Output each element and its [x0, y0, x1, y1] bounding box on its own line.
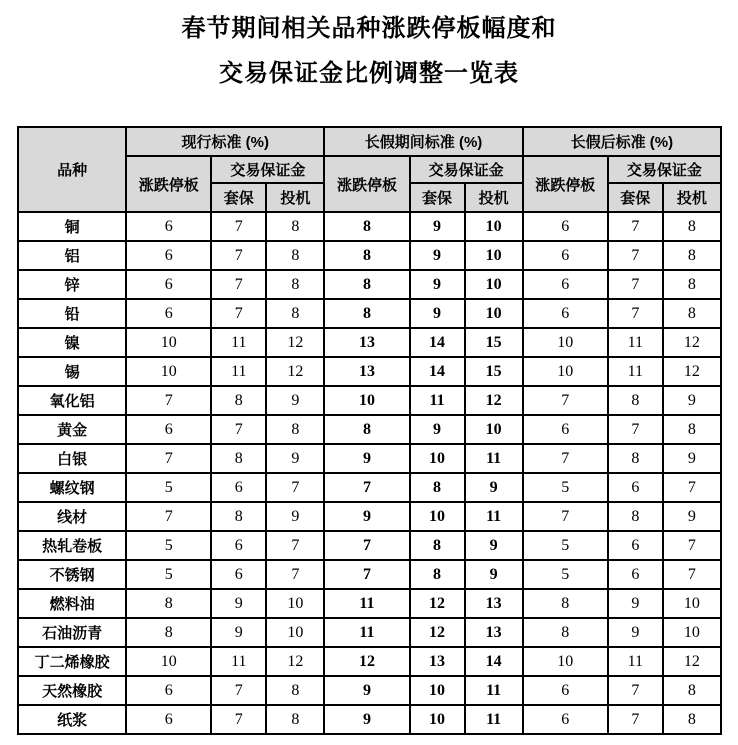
col-header-holiday-standard: 长假期间标准 (%) — [324, 127, 522, 156]
value-cell: 8 — [266, 676, 324, 705]
value-cell: 12 — [266, 328, 324, 357]
value-cell: 10 — [465, 212, 523, 241]
table-row — [18, 299, 721, 328]
value-cell: 9 — [663, 386, 721, 415]
value-cell: 8 — [324, 212, 409, 241]
table-row — [18, 676, 721, 705]
product-cell: 黄金 — [18, 415, 126, 444]
value-cell: 8 — [266, 299, 324, 328]
value-cell: 7 — [324, 473, 409, 502]
value-cell: 8 — [523, 589, 608, 618]
title-line-1: 春节期间相关品种涨跌停板幅度和 — [181, 15, 557, 42]
value-cell: 12 — [663, 328, 721, 357]
value-cell: 11 — [608, 647, 663, 676]
value-cell: 12 — [266, 647, 324, 676]
value-cell: 10 — [410, 676, 465, 705]
value-cell: 7 — [211, 212, 266, 241]
value-cell: 7 — [608, 299, 663, 328]
col-header-margin: 交易保证金 — [410, 156, 523, 183]
table-row — [18, 618, 721, 647]
value-cell: 8 — [663, 299, 721, 328]
col-header-after-standard: 长假后标准 (%) — [523, 127, 721, 156]
value-cell: 12 — [410, 589, 465, 618]
col-header-spec: 投机 — [266, 183, 324, 212]
value-cell: 14 — [465, 647, 523, 676]
value-cell: 8 — [608, 386, 663, 415]
value-cell: 6 — [126, 299, 211, 328]
product-cell: 锌 — [18, 270, 126, 299]
value-cell: 8 — [211, 444, 266, 473]
value-cell: 9 — [410, 415, 465, 444]
value-cell: 8 — [266, 241, 324, 270]
value-cell: 8 — [266, 270, 324, 299]
value-cell: 13 — [324, 357, 409, 386]
value-cell: 8 — [126, 589, 211, 618]
value-cell: 8 — [324, 415, 409, 444]
value-cell: 13 — [465, 618, 523, 647]
value-cell: 11 — [211, 328, 266, 357]
table-row — [18, 589, 721, 618]
value-cell: 13 — [410, 647, 465, 676]
value-cell: 8 — [266, 415, 324, 444]
value-cell: 9 — [324, 705, 409, 734]
value-cell: 6 — [211, 473, 266, 502]
value-cell: 11 — [465, 502, 523, 531]
value-cell: 5 — [523, 560, 608, 589]
value-cell: 6 — [126, 241, 211, 270]
value-cell: 7 — [266, 473, 324, 502]
value-cell: 5 — [126, 473, 211, 502]
value-cell: 11 — [608, 357, 663, 386]
value-cell: 8 — [663, 212, 721, 241]
value-cell: 6 — [523, 705, 608, 734]
value-cell: 9 — [211, 618, 266, 647]
product-cell: 纸浆 — [18, 705, 126, 734]
table-row — [18, 473, 721, 502]
col-header-margin: 交易保证金 — [211, 156, 324, 183]
product-cell: 燃料油 — [18, 589, 126, 618]
value-cell: 8 — [324, 241, 409, 270]
value-cell: 11 — [465, 444, 523, 473]
table-row — [18, 212, 721, 241]
value-cell: 11 — [324, 589, 409, 618]
value-cell: 6 — [211, 560, 266, 589]
col-header-product: 品种 — [18, 127, 126, 212]
value-cell: 7 — [211, 676, 266, 705]
value-cell: 10 — [465, 270, 523, 299]
value-cell: 10 — [465, 299, 523, 328]
value-cell: 7 — [608, 676, 663, 705]
value-cell: 5 — [126, 531, 211, 560]
value-cell: 8 — [663, 705, 721, 734]
value-cell: 9 — [211, 589, 266, 618]
table-row — [18, 415, 721, 444]
col-header-hedge: 套保 — [410, 183, 465, 212]
table-row — [18, 328, 721, 357]
value-cell: 8 — [608, 502, 663, 531]
value-cell: 11 — [410, 386, 465, 415]
value-cell: 8 — [266, 212, 324, 241]
value-cell: 15 — [465, 357, 523, 386]
value-cell: 10 — [465, 415, 523, 444]
value-cell: 14 — [410, 328, 465, 357]
value-cell: 11 — [324, 618, 409, 647]
product-cell: 铜 — [18, 212, 126, 241]
value-cell: 7 — [663, 560, 721, 589]
product-cell: 铅 — [18, 299, 126, 328]
col-header-hedge: 套保 — [608, 183, 663, 212]
value-cell: 7 — [608, 212, 663, 241]
product-cell: 丁二烯橡胶 — [18, 647, 126, 676]
product-cell: 石油沥青 — [18, 618, 126, 647]
value-cell: 12 — [266, 357, 324, 386]
value-cell: 9 — [465, 473, 523, 502]
table-row — [18, 647, 721, 676]
value-cell: 8 — [410, 560, 465, 589]
value-cell: 6 — [523, 415, 608, 444]
value-cell: 7 — [608, 241, 663, 270]
value-cell: 7 — [523, 386, 608, 415]
value-cell: 10 — [126, 647, 211, 676]
value-cell: 13 — [324, 328, 409, 357]
value-cell: 5 — [523, 531, 608, 560]
value-cell: 9 — [410, 270, 465, 299]
value-cell: 15 — [465, 328, 523, 357]
product-cell: 白银 — [18, 444, 126, 473]
value-cell: 7 — [663, 531, 721, 560]
value-cell: 9 — [324, 502, 409, 531]
table-row — [18, 444, 721, 473]
value-cell: 7 — [126, 502, 211, 531]
value-cell: 9 — [410, 212, 465, 241]
value-cell: 8 — [410, 531, 465, 560]
value-cell: 7 — [211, 270, 266, 299]
value-cell: 7 — [211, 415, 266, 444]
table-body — [18, 212, 721, 734]
product-cell: 不锈钢 — [18, 560, 126, 589]
col-header-price-limit: 涨跌停板 — [126, 156, 211, 212]
col-header-spec: 投机 — [465, 183, 523, 212]
col-header-current-standard: 现行标准 (%) — [126, 127, 324, 156]
value-cell: 9 — [266, 444, 324, 473]
value-cell: 8 — [663, 415, 721, 444]
table-row — [18, 531, 721, 560]
value-cell: 7 — [608, 415, 663, 444]
value-cell: 8 — [608, 444, 663, 473]
value-cell: 7 — [523, 502, 608, 531]
product-cell: 天然橡胶 — [18, 676, 126, 705]
value-cell: 8 — [523, 618, 608, 647]
value-cell: 11 — [211, 647, 266, 676]
table-row — [18, 270, 721, 299]
value-cell: 9 — [608, 589, 663, 618]
value-cell: 11 — [608, 328, 663, 357]
value-cell: 7 — [523, 444, 608, 473]
table-row — [18, 560, 721, 589]
value-cell: 9 — [410, 241, 465, 270]
value-cell: 8 — [663, 241, 721, 270]
value-cell: 10 — [410, 502, 465, 531]
value-cell: 11 — [465, 676, 523, 705]
value-cell: 8 — [126, 618, 211, 647]
value-cell: 7 — [324, 560, 409, 589]
product-cell: 线材 — [18, 502, 126, 531]
value-cell: 10 — [266, 618, 324, 647]
value-cell: 6 — [126, 212, 211, 241]
value-cell: 8 — [663, 270, 721, 299]
title-line-2: 交易保证金比例调整一览表 — [219, 60, 519, 87]
value-cell: 7 — [663, 473, 721, 502]
value-cell: 6 — [523, 299, 608, 328]
value-cell: 13 — [465, 589, 523, 618]
value-cell: 6 — [608, 531, 663, 560]
value-cell: 10 — [663, 589, 721, 618]
value-cell: 6 — [608, 473, 663, 502]
value-cell: 9 — [266, 502, 324, 531]
value-cell: 7 — [126, 444, 211, 473]
value-cell: 8 — [324, 270, 409, 299]
table-row — [18, 357, 721, 386]
value-cell: 12 — [410, 618, 465, 647]
value-cell: 8 — [266, 705, 324, 734]
value-cell: 9 — [663, 444, 721, 473]
value-cell: 8 — [324, 299, 409, 328]
value-cell: 9 — [266, 386, 324, 415]
value-cell: 10 — [410, 705, 465, 734]
value-cell: 10 — [410, 444, 465, 473]
value-cell: 7 — [126, 386, 211, 415]
value-cell: 10 — [523, 328, 608, 357]
value-cell: 6 — [523, 241, 608, 270]
value-cell: 10 — [126, 328, 211, 357]
table-row — [18, 386, 721, 415]
value-cell: 6 — [523, 212, 608, 241]
value-cell: 9 — [608, 618, 663, 647]
col-header-hedge: 套保 — [211, 183, 266, 212]
value-cell: 7 — [266, 560, 324, 589]
value-cell: 10 — [523, 357, 608, 386]
col-header-price-limit: 涨跌停板 — [324, 156, 409, 212]
page-title — [0, 0, 738, 96]
value-cell: 9 — [465, 531, 523, 560]
value-cell: 7 — [211, 241, 266, 270]
value-cell: 9 — [324, 444, 409, 473]
value-cell: 10 — [266, 589, 324, 618]
value-cell: 5 — [523, 473, 608, 502]
value-cell: 12 — [465, 386, 523, 415]
value-cell: 10 — [663, 618, 721, 647]
value-cell: 8 — [211, 502, 266, 531]
table-row — [18, 705, 721, 734]
value-cell: 7 — [608, 705, 663, 734]
value-cell: 8 — [211, 386, 266, 415]
product-cell: 锡 — [18, 357, 126, 386]
value-cell: 12 — [324, 647, 409, 676]
table-row — [18, 502, 721, 531]
value-cell: 10 — [126, 357, 211, 386]
product-cell: 镍 — [18, 328, 126, 357]
value-cell: 7 — [266, 531, 324, 560]
value-cell: 12 — [663, 357, 721, 386]
col-header-price-limit: 涨跌停板 — [523, 156, 608, 212]
product-cell: 铝 — [18, 241, 126, 270]
value-cell: 6 — [523, 676, 608, 705]
product-cell: 热轧卷板 — [18, 531, 126, 560]
table-row — [18, 241, 721, 270]
value-cell: 11 — [211, 357, 266, 386]
value-cell: 7 — [211, 705, 266, 734]
adjustment-table — [17, 126, 722, 735]
value-cell: 11 — [465, 705, 523, 734]
value-cell: 9 — [465, 560, 523, 589]
value-cell: 6 — [608, 560, 663, 589]
col-header-margin: 交易保证金 — [608, 156, 721, 183]
value-cell: 9 — [663, 502, 721, 531]
value-cell: 10 — [465, 241, 523, 270]
value-cell: 10 — [523, 647, 608, 676]
value-cell: 8 — [663, 676, 721, 705]
value-cell: 14 — [410, 357, 465, 386]
value-cell: 9 — [410, 299, 465, 328]
value-cell: 6 — [211, 531, 266, 560]
col-header-spec: 投机 — [663, 183, 721, 212]
value-cell: 6 — [126, 415, 211, 444]
value-cell: 7 — [211, 299, 266, 328]
value-cell: 6 — [126, 705, 211, 734]
value-cell: 8 — [410, 473, 465, 502]
value-cell: 10 — [324, 386, 409, 415]
value-cell: 6 — [126, 270, 211, 299]
table-header — [18, 127, 721, 212]
value-cell: 9 — [324, 676, 409, 705]
value-cell: 5 — [126, 560, 211, 589]
value-cell: 6 — [523, 270, 608, 299]
product-cell: 螺纹钢 — [18, 473, 126, 502]
value-cell: 7 — [608, 270, 663, 299]
value-cell: 7 — [324, 531, 409, 560]
product-cell: 氧化铝 — [18, 386, 126, 415]
value-cell: 12 — [663, 647, 721, 676]
value-cell: 6 — [126, 676, 211, 705]
